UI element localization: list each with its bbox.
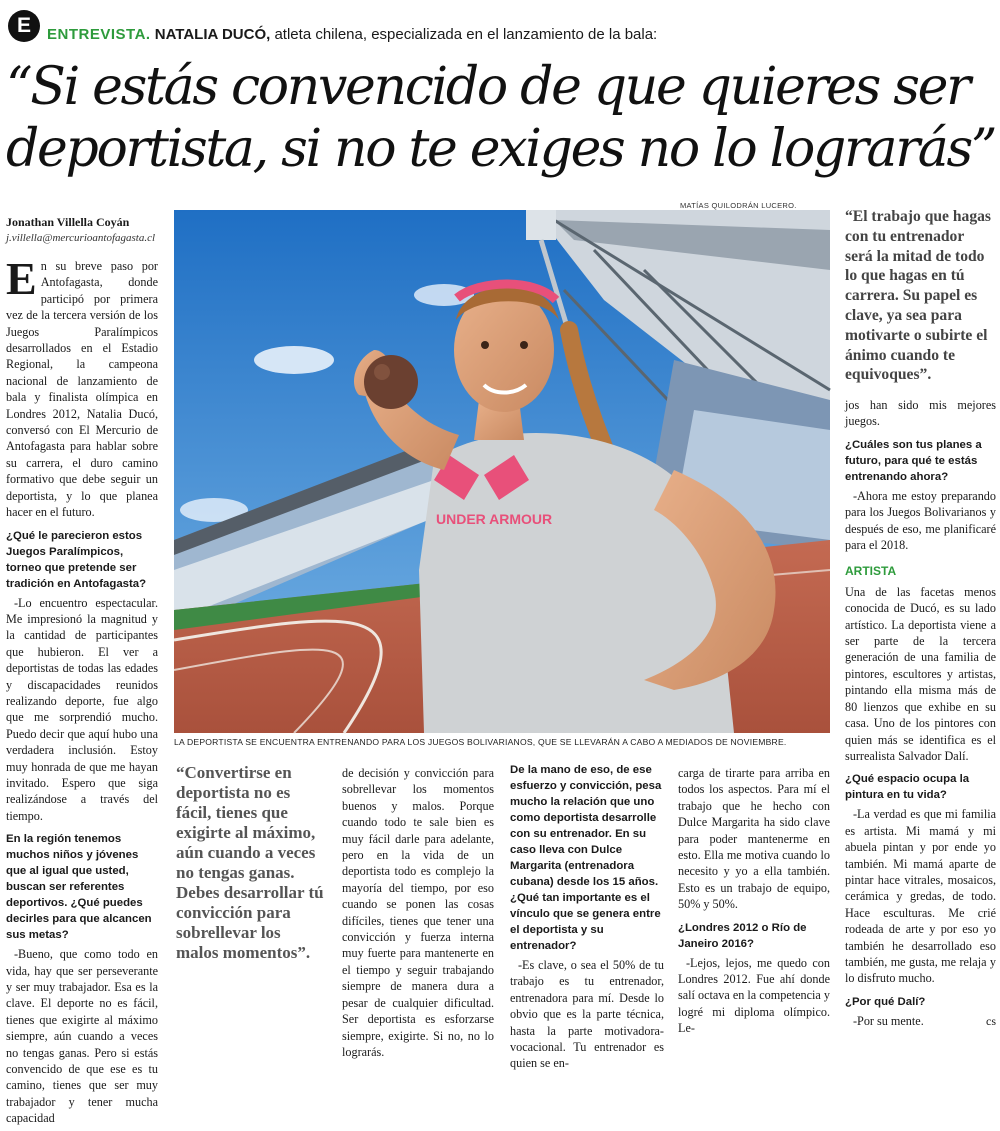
answer-dali (845, 1013, 996, 1029)
question-dali: ¿Por qué Dalí? (845, 995, 926, 1008)
kicker-description: atleta chilena, especializada en el lanzamiento de la bala: (274, 26, 658, 43)
question-paralympics: ¿Qué le parecieron estos Juegos Paralímpicos, torneo que pretende ser tradición en Antofagasta? (6, 529, 147, 590)
answer-olympics: -Lejos, lejos, me quedo con Londres 2012. Fue ahí donde salí octava en la competencia y logré mi diploma olímpico. Le- (678, 955, 830, 1036)
lead-text: n su breve paso por Antofagasta, donde participó por primera vez de la tercera versión de los Juegos Paralímpicos desarrollados en el Estadio Regional, la campeona nacional de lanzamiento de bala y finalista olímpica en Londres 2012, Natalia Ducó, conversó con El Mercurio de Antofagasta para hablar sobre su carrera, el duro camino formativo que debe seguir un deportista, y lo que planea hacer en el futuro. (6, 259, 158, 520)
column-3 (342, 765, 494, 1064)
paragraph-artista: Una de las facetas menos conocida de Ducó, es su lado artístico. La deportista viene a ser parte de la tercera generación de una familia de pintores, escultores y artistas, pintando ella misma más de 80 lienzos que exhibe en su casa. Uno de los pintores con quien más se identifica es el surrealista Salvador Dalí. (845, 584, 996, 763)
section-badge: E (8, 10, 40, 42)
author-email[interactable]: j.villella@mercurioantofagasta.cl (6, 232, 156, 244)
column-5 (678, 765, 830, 1041)
paragraph-conviction: de decisión y convicción para sobrellevar los momentos buenos y malos. Porque cuando todo te sale bien es muy fácil darle para adelante, pero en la vida de un deportista todo es complejo la mayoría del tiempo, por eso cuando se ponen las cosas difíciles, tienes que tener una convicción y fuerza interna muy fuerte para mantenerte en el tiempo y seguir trabajando siempre de manera dura a pesar de cualquier dificultad. Ser deportista es esforzarse siempre, exigirte. Si no, no lo lograrás. (342, 766, 494, 1059)
section-artista: ARTISTA (845, 564, 897, 579)
paragraph-teamwork: carga de tirarte para arriba en todos los aspectos. Para mí el trabajo que he hecho con Dulce Margarita ha sido clave para poder mantenerme en esto. Ella me motiva cuando lo necesito y yo a ella también. Esto es un trabajo de equipo, 50% y 50%. (678, 766, 830, 912)
kicker-label: ENTREVISTA. (47, 26, 151, 43)
column-6 (845, 397, 996, 1033)
kicker (47, 26, 657, 43)
column-1 (6, 253, 158, 1131)
pull-quote-conviction: “Convertirse en deportista no es fácil, tienes que exigirte al máximo, aún cuando a veces no tengas ganas. Debes desarrollar tú convicción para sobrellevar los malos momentos”. (176, 763, 324, 962)
answer-youth: -Bueno, que como todo en vida, hay que ser perseverante y ser muy trabajador. Esa es la clave. El deporte no es fácil, tienes que exigirte al máximo siempre, aún cuando a veces no tengas ganas. Pero si estás convencido de que ese es tu camino, tienes que ser muy trabajador y tener mucha capacidad (6, 947, 158, 1126)
question-future: ¿Cuáles son tus planes a futuro, para qué te estás entrenando ahora? (845, 438, 982, 483)
question-youth: En la región tenemos muchos niños y jóvenes que al igual que usted, buscan ser referentes deportivos. ¿Qué puedes decirles para que alcancen sus metas? (6, 833, 152, 942)
drop-cap: E (6, 253, 37, 304)
photo-credit: MATÍAS QUILODRÁN LUCERO. (680, 201, 797, 210)
answer-future: -Ahora me estoy preparando para los Juegos Bolivarianos y después de eso, me planificaré para el 2018. (845, 488, 996, 553)
headline: “Si estás convencido de que quieres ser deportista, si no te exiges no lo lograrás” (6, 57, 996, 179)
pull-quote-coach: “El trabajo que hagas con tu entrenador será la mitad de todo lo que hagas en tú carrera. Su papel es clave, ya sea para motivarte o subirte el ánimo cuando te equivoques”. (845, 208, 991, 384)
question-painting: ¿Qué espacio ocupa la pintura en tu vida? (845, 773, 970, 802)
paragraph-continuation: jos han sido mis mejores juegos. (845, 398, 996, 429)
author-name: Jonathan Villella Coyán (6, 215, 130, 229)
photo-caption: LA DEPORTISTA SE ENCUENTRA ENTRENANDO PARA LOS JUEGOS BOLIVARIANOS, QUE SE LLEVARÁN A CABO A MEDIADOS DE NOVIEMBRE. (174, 737, 787, 747)
athlete-photo (174, 210, 830, 733)
question-olympics: ¿Londres 2012 o Río de Janeiro 2016? (678, 921, 807, 950)
end-mark: cs (986, 1013, 996, 1028)
kicker-name: NATALIA DUCÓ, (154, 26, 271, 43)
answer-paralympics: -Lo encuentro espectacular. Me impresionó la magnitud y la cantidad de participantes que hubieron. El ver a deportistas de todas las edades y discapacidades reunidos realizando deporte, fue algo que me sorprendió mucho. Puedo decir que aquí hubo una verdadera inclusión. Estoy muy honrada de que me hayan invitado. Espero que siga realizándose a través del tiempo. (6, 595, 158, 823)
answer-painting: -La verdad es que mi familia es artista. Mi mamá y mi abuela pintan y por ende yo también. Mi mamá aparte de pintar hace vitrales, mosaicos, cerámica y gredas, de todo. Hace esculturas. Me crié rodeada de arte y por eso yo también he desarrollado eso también, me gusta, me relaja y lo disfruto mucho. (845, 807, 996, 986)
lead-paragraph (6, 253, 158, 521)
answer-coach: -Es clave, o sea el 50% de tu trabajo es tu entrenador, entrenadora para mí. Desde lo obvio que es la parte técnica, hasta la parte motivadora-vocacional. Tu entrenador es quien se en- (510, 958, 664, 1071)
shirt-brand: UNDER ARMOUR (436, 511, 553, 527)
question-coach: De la mano de eso, de ese esfuerzo y convicción, pesa mucho la relación que uno como deportista desarrolle con su entrenador. En su caso lleva con Dulce Margarita (entrenadora cubana) desde los 15 años. ¿Qué tan importante es el vínculo que se genera entre el deportista y su entrenador? (510, 764, 662, 952)
column-4 (510, 762, 664, 1076)
answer-dali-text: -Por su mente. (853, 1013, 924, 1028)
